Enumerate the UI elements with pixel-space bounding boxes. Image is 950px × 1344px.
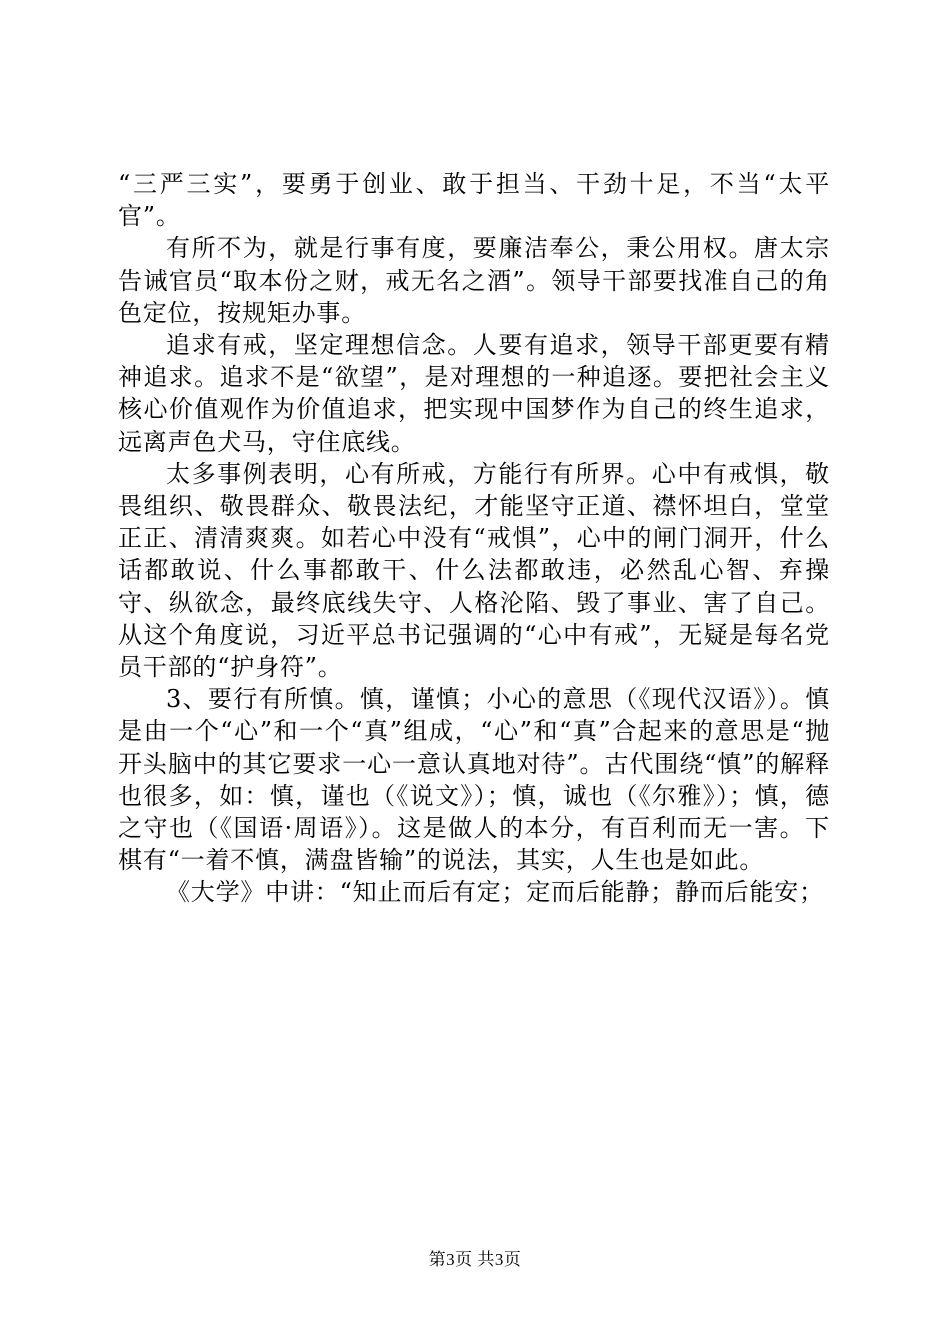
page-number-label: 第3页 共3页 [428, 1250, 522, 1269]
page-footer [0, 1245, 950, 1270]
paragraph-tai-duo-shi-li: 太多事例表明，心有所戒，方能行有所界。心中有戒惧，敬畏组织、敬畏群众、敬畏法纪，才能坚守正道、襟怀坦白，堂堂正正、清清爽爽。如若心中没有“戒惧”，心中的闸门洞开，什么话都敢说、什么事都敢干、什么法都敢违，必然乱心智、弃操守、纵欲念，最终底线失守、人格沦陷、毁了事业、害了自己。从这个角度说，习近平总书记强调的“心中有戒”，无疑是每名党员干部的“护身符”。 [118, 459, 830, 682]
document-body [118, 168, 830, 909]
paragraph-zhui-qiu-you-jie: 追求有戒，坚定理想信念。人要有追求，领导干部更要有精神追求。追求不是“欲望”，是对理想的一种追逐。要把社会主义核心价值观作为价值追求，把实现中国梦作为自己的终生追求，远离声色犬马，守住底线。 [118, 331, 830, 456]
paragraph-you-suo-bu-wei: 有所不为，就是行事有度，要廉洁奉公，秉公用权。唐太宗告诫官员“取本份之财，戒无名之酒”。领导干部要找准自己的角色定位，按规矩办事。 [118, 234, 830, 327]
paragraph-continuation: “三严三实”，要勇于创业、敢于担当、干劲十足，不当“太平官”。 [118, 170, 830, 231]
paragraph-xing-you-suo-shen: 3、要行有所慎。慎，谨慎；小心的意思（《现代汉语》）。慎是由一个“心”和一个“真”组成，“心”和“真”合起来的意思是“抛开头脑中的其它要求一心一意认真地对待”。古代围绕“慎”的解释也很多，如：慎，谨也（《说文》）；慎，诚也（《尔雅》）；慎，德之守也（《国语·周语》）。这是做人的本分，有百利而无一害。下棋有“一着不慎，满盘皆输”的说法，其实，人生也是如此。 [118, 685, 830, 875]
paragraph-da-xue: 《大学》中讲：“知止而后有定；定而后能静；静而后能安； [166, 878, 824, 907]
